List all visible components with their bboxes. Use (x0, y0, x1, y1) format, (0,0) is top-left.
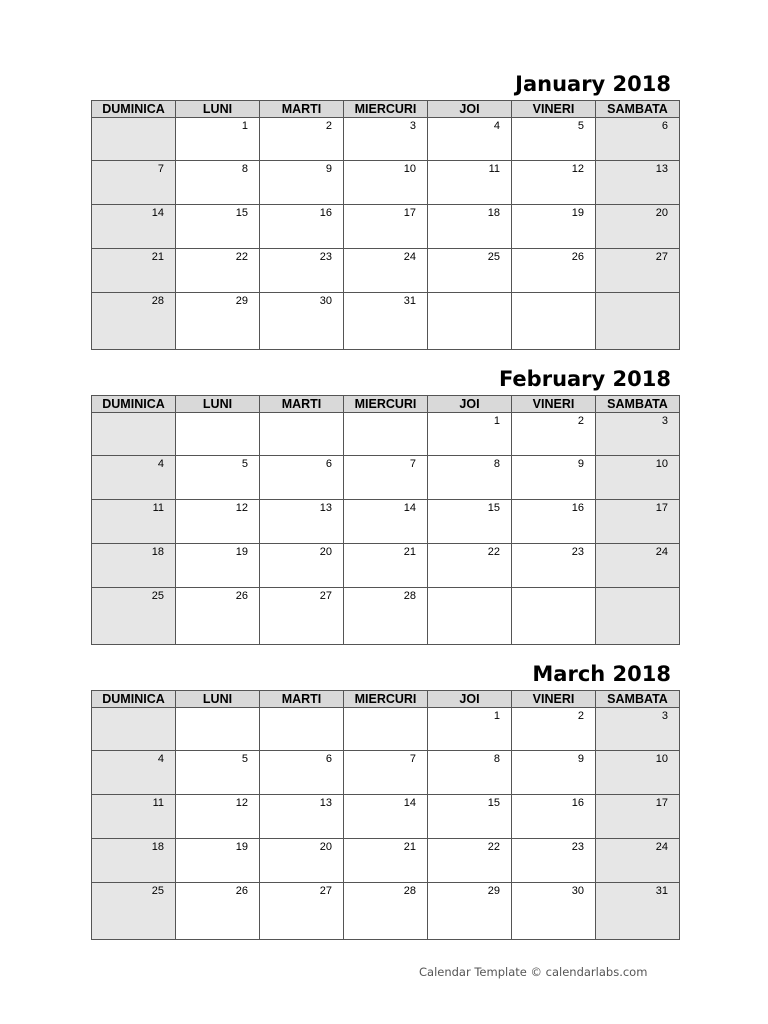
day-number: 26 (235, 885, 248, 897)
day-cell (92, 883, 176, 940)
empty-day-cell (344, 708, 428, 751)
day-cell (92, 500, 176, 544)
day-number: 19 (571, 207, 584, 219)
day-number: 9 (577, 458, 584, 470)
day-cell (428, 118, 512, 161)
day-number (176, 708, 259, 710)
week-row (92, 883, 680, 940)
day-number: 7 (157, 163, 164, 175)
day-number: 22 (235, 251, 248, 263)
day-cell (596, 161, 680, 205)
day-cell (260, 544, 344, 588)
day-number: 8 (241, 163, 248, 175)
day-number: 4 (157, 458, 164, 470)
day-number: 17 (655, 502, 668, 514)
day-number (176, 413, 259, 415)
day-cell (512, 544, 596, 588)
day-cell (428, 456, 512, 500)
day-cell (176, 544, 260, 588)
weekday-header-tue: MARTI (260, 101, 344, 118)
day-number: 23 (319, 251, 332, 263)
day-number: 22 (487, 546, 500, 558)
day-cell (596, 708, 680, 751)
day-cell (596, 544, 680, 588)
day-number: 27 (655, 251, 668, 263)
week-row (92, 249, 680, 293)
day-cell (344, 293, 428, 350)
weekday-header-fri: VINERI (512, 396, 596, 413)
day-cell (260, 293, 344, 350)
day-number: 2 (577, 710, 584, 722)
empty-day-cell (428, 588, 512, 645)
day-number: 21 (151, 251, 164, 263)
day-cell (596, 839, 680, 883)
day-number: 21 (403, 546, 416, 558)
day-number (92, 413, 175, 415)
day-cell (260, 500, 344, 544)
day-cell (596, 500, 680, 544)
month-grid (91, 690, 680, 940)
empty-day-cell (260, 708, 344, 751)
day-cell (260, 751, 344, 795)
day-number: 12 (235, 502, 248, 514)
week-row (92, 293, 680, 350)
day-cell (344, 205, 428, 249)
month-title: February 2018 (498, 367, 671, 391)
weekday-header-mon: LUNI (176, 396, 260, 413)
day-cell (512, 795, 596, 839)
day-cell (344, 751, 428, 795)
day-number: 18 (151, 546, 164, 558)
day-number: 10 (655, 458, 668, 470)
day-cell (92, 588, 176, 645)
day-cell (596, 413, 680, 456)
day-cell (92, 161, 176, 205)
day-number: 3 (661, 415, 668, 427)
day-cell (428, 795, 512, 839)
weekday-header-row (92, 101, 680, 118)
day-number: 28 (151, 295, 164, 307)
day-cell (512, 883, 596, 940)
day-number: 16 (571, 502, 584, 514)
day-number: 7 (409, 458, 416, 470)
day-number: 14 (403, 797, 416, 809)
weekday-header-wed: MIERCURI (344, 396, 428, 413)
day-number: 12 (235, 797, 248, 809)
day-number: 26 (571, 251, 584, 263)
day-number: 27 (319, 590, 332, 602)
day-cell (92, 751, 176, 795)
day-cell (428, 249, 512, 293)
day-number (512, 588, 595, 590)
day-number: 2 (325, 120, 332, 132)
day-cell (344, 456, 428, 500)
weekday-header-thu: JOI (428, 101, 512, 118)
day-cell (260, 161, 344, 205)
week-row (92, 500, 680, 544)
empty-day-cell (92, 413, 176, 456)
day-cell (260, 456, 344, 500)
empty-day-cell (596, 293, 680, 350)
day-cell (92, 205, 176, 249)
month-title: January 2018 (515, 72, 671, 96)
weekday-header-row (92, 691, 680, 708)
weekday-header-mon: LUNI (176, 101, 260, 118)
day-number: 14 (151, 207, 164, 219)
weekday-header-tue: MARTI (260, 691, 344, 708)
day-number: 17 (403, 207, 416, 219)
empty-day-cell (596, 588, 680, 645)
day-cell (512, 161, 596, 205)
day-number: 11 (152, 502, 164, 514)
day-number: 10 (655, 753, 668, 765)
day-cell (344, 588, 428, 645)
day-number: 9 (325, 163, 332, 175)
day-cell (428, 544, 512, 588)
day-cell (92, 293, 176, 350)
weekday-header-sat: SAMBATA (596, 101, 680, 118)
weekday-header-thu: JOI (428, 691, 512, 708)
weekday-header-sat: SAMBATA (596, 396, 680, 413)
day-number: 5 (241, 753, 248, 765)
day-number: 20 (319, 546, 332, 558)
day-number: 14 (403, 502, 416, 514)
day-number: 31 (655, 885, 668, 897)
day-number: 3 (661, 710, 668, 722)
day-number: 6 (325, 753, 332, 765)
day-cell (512, 456, 596, 500)
day-cell (260, 588, 344, 645)
footer-credit: Calendar Template © calendarlabs.com (419, 965, 648, 979)
weekday-header-thu: JOI (428, 396, 512, 413)
empty-day-cell (260, 413, 344, 456)
day-cell (176, 588, 260, 645)
empty-day-cell (344, 413, 428, 456)
day-cell (176, 795, 260, 839)
day-number: 25 (151, 885, 164, 897)
day-number: 1 (493, 710, 500, 722)
day-number: 8 (493, 753, 500, 765)
day-number (92, 708, 175, 710)
day-cell (92, 456, 176, 500)
weekday-header-tue: MARTI (260, 396, 344, 413)
weekday-header-fri: VINERI (512, 691, 596, 708)
week-row (92, 118, 680, 161)
day-number: 2 (577, 415, 584, 427)
month-grid (91, 395, 680, 645)
day-number: 24 (403, 251, 416, 263)
day-cell (596, 456, 680, 500)
week-row (92, 456, 680, 500)
day-number: 10 (403, 163, 416, 175)
day-number: 31 (403, 295, 416, 307)
day-cell (512, 751, 596, 795)
day-number: 9 (577, 753, 584, 765)
day-number (344, 708, 427, 710)
empty-day-cell (176, 708, 260, 751)
day-cell (176, 751, 260, 795)
day-number: 19 (235, 841, 248, 853)
day-cell (176, 205, 260, 249)
day-cell (512, 708, 596, 751)
day-number: 20 (319, 841, 332, 853)
day-cell (596, 795, 680, 839)
day-number (428, 293, 511, 295)
day-number: 6 (325, 458, 332, 470)
day-number: 25 (487, 251, 500, 263)
day-cell (428, 708, 512, 751)
day-number: 29 (235, 295, 248, 307)
week-row (92, 161, 680, 205)
empty-day-cell (92, 708, 176, 751)
day-number (260, 708, 343, 710)
week-row (92, 708, 680, 751)
day-cell (344, 795, 428, 839)
day-cell (512, 500, 596, 544)
day-cell (512, 839, 596, 883)
day-cell (428, 883, 512, 940)
day-number: 1 (493, 415, 500, 427)
day-cell (92, 544, 176, 588)
day-number: 15 (487, 502, 500, 514)
day-cell (428, 751, 512, 795)
day-number: 1 (241, 120, 248, 132)
day-cell (92, 795, 176, 839)
month-title: March 2018 (532, 662, 671, 686)
day-number: 13 (319, 502, 332, 514)
day-cell (176, 249, 260, 293)
day-number: 23 (571, 546, 584, 558)
day-number (260, 413, 343, 415)
weekday-header-sun: DUMINICA (92, 101, 176, 118)
weekday-header-sun: DUMINICA (92, 691, 176, 708)
day-number (596, 293, 679, 295)
weekday-header-sat: SAMBATA (596, 691, 680, 708)
day-number: 27 (319, 885, 332, 897)
day-number: 12 (571, 163, 584, 175)
week-row (92, 839, 680, 883)
day-number: 18 (151, 841, 164, 853)
day-number: 15 (235, 207, 248, 219)
day-cell (344, 883, 428, 940)
day-number (428, 588, 511, 590)
day-cell (512, 249, 596, 293)
day-number: 6 (661, 120, 668, 132)
day-cell (260, 795, 344, 839)
weekday-header-fri: VINERI (512, 101, 596, 118)
day-cell (512, 118, 596, 161)
day-number: 29 (487, 885, 500, 897)
day-cell (428, 500, 512, 544)
day-cell (260, 205, 344, 249)
day-cell (596, 118, 680, 161)
month-grid (91, 100, 680, 350)
day-number: 30 (319, 295, 332, 307)
day-cell (428, 205, 512, 249)
day-number (512, 293, 595, 295)
day-number: 5 (241, 458, 248, 470)
day-cell (92, 839, 176, 883)
weekday-header-mon: LUNI (176, 691, 260, 708)
weekday-header-wed: MIERCURI (344, 691, 428, 708)
day-cell (176, 161, 260, 205)
day-number: 3 (409, 120, 416, 132)
day-number: 23 (571, 841, 584, 853)
day-cell (428, 839, 512, 883)
week-row (92, 751, 680, 795)
day-number: 16 (571, 797, 584, 809)
day-number: 4 (493, 120, 500, 132)
empty-day-cell (176, 413, 260, 456)
weekday-header-sun: DUMINICA (92, 396, 176, 413)
day-number: 11 (152, 797, 164, 809)
week-row (92, 795, 680, 839)
day-number: 25 (151, 590, 164, 602)
day-number: 13 (319, 797, 332, 809)
day-number: 26 (235, 590, 248, 602)
day-cell (344, 839, 428, 883)
weekday-header-row (92, 396, 680, 413)
week-row (92, 588, 680, 645)
day-number: 16 (319, 207, 332, 219)
day-cell (260, 249, 344, 293)
day-number: 17 (655, 797, 668, 809)
day-cell (344, 249, 428, 293)
day-number: 13 (655, 163, 668, 175)
day-number: 28 (403, 885, 416, 897)
day-cell (176, 118, 260, 161)
day-cell (176, 883, 260, 940)
day-number: 28 (403, 590, 416, 602)
day-cell (176, 839, 260, 883)
day-number (92, 118, 175, 120)
day-cell (344, 544, 428, 588)
day-cell (92, 249, 176, 293)
week-row (92, 413, 680, 456)
day-cell (344, 161, 428, 205)
day-number (344, 413, 427, 415)
day-cell (428, 161, 512, 205)
day-number: 15 (487, 797, 500, 809)
day-cell (176, 293, 260, 350)
day-cell (596, 883, 680, 940)
day-number: 7 (409, 753, 416, 765)
day-number: 19 (235, 546, 248, 558)
day-cell (596, 751, 680, 795)
day-number: 8 (493, 458, 500, 470)
day-number (596, 588, 679, 590)
day-number: 20 (655, 207, 668, 219)
day-cell (260, 883, 344, 940)
day-cell (176, 456, 260, 500)
day-cell (596, 205, 680, 249)
day-number: 18 (487, 207, 500, 219)
week-row (92, 544, 680, 588)
week-row (92, 205, 680, 249)
empty-day-cell (428, 293, 512, 350)
day-number: 5 (577, 120, 584, 132)
day-number: 11 (488, 163, 500, 175)
empty-day-cell (512, 293, 596, 350)
day-cell (428, 413, 512, 456)
day-number: 24 (655, 546, 668, 558)
day-cell (596, 249, 680, 293)
weekday-header-wed: MIERCURI (344, 101, 428, 118)
day-cell (512, 413, 596, 456)
day-number: 22 (487, 841, 500, 853)
day-cell (260, 118, 344, 161)
day-number: 21 (403, 841, 416, 853)
empty-day-cell (512, 588, 596, 645)
day-number: 24 (655, 841, 668, 853)
day-number: 4 (157, 753, 164, 765)
empty-day-cell (92, 118, 176, 161)
day-cell (260, 839, 344, 883)
day-cell (512, 205, 596, 249)
day-cell (176, 500, 260, 544)
day-number: 30 (571, 885, 584, 897)
day-cell (344, 500, 428, 544)
day-cell (344, 118, 428, 161)
